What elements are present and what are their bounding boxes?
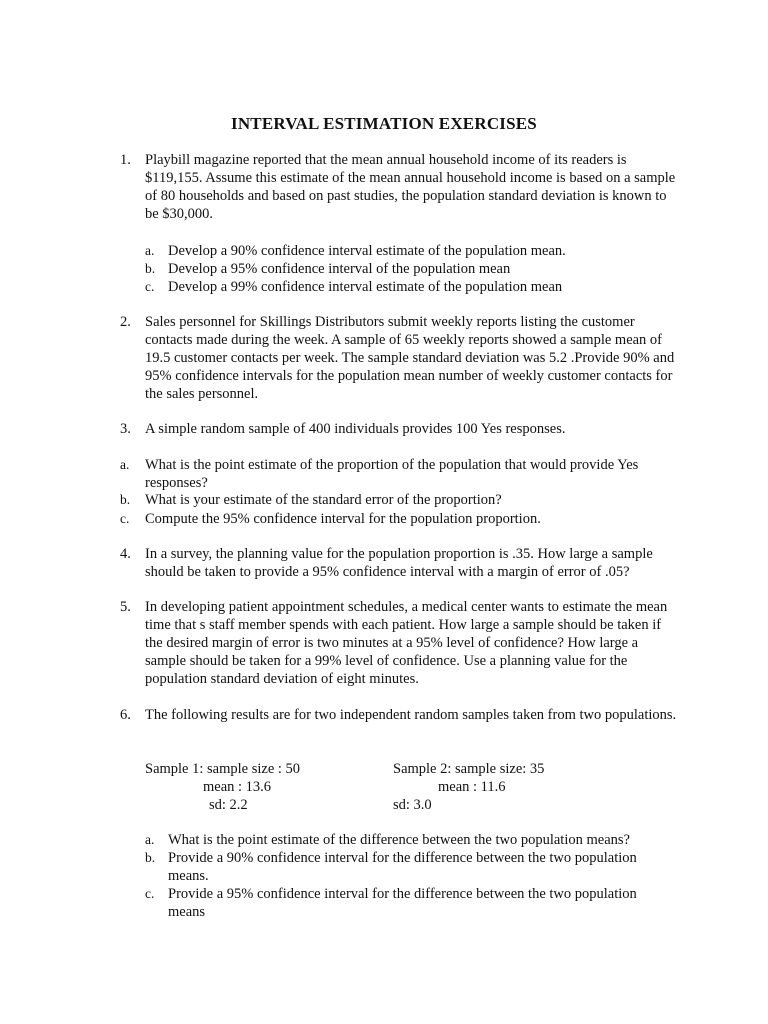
question-2 bbox=[120, 313, 680, 403]
question-text: Playbill magazine reported that the mean annual household income of its readers is $119,155. Assume this estimate of the mean annual household income is based on a sample of 80 households and based on past studies, the population standard deviation is known to be $30,000. bbox=[145, 152, 676, 222]
question-3-part-c bbox=[120, 510, 680, 528]
question-3 bbox=[120, 420, 680, 438]
part-text: Compute the 95% confidence interval for the population proportion. bbox=[145, 511, 541, 527]
question-number: 3. bbox=[120, 421, 131, 437]
part-letter: a. bbox=[145, 243, 155, 258]
question-1-part-a bbox=[145, 242, 685, 260]
part-letter: c. bbox=[145, 279, 155, 294]
part-letter: a. bbox=[120, 457, 130, 472]
part-text: Develop a 90% confidence interval estimate of the population mean. bbox=[168, 243, 566, 259]
question-6-part-b bbox=[145, 849, 665, 885]
part-letter: a. bbox=[145, 832, 155, 847]
part-letter: b. bbox=[145, 261, 156, 276]
part-text: Provide a 90% confidence interval for the difference between the two population means. bbox=[168, 850, 637, 884]
part-text: What is the point estimate of the proportion of the population that would provide Yes responses? bbox=[145, 457, 639, 491]
sample-2-size: Sample 2: sample size: 35 bbox=[393, 761, 545, 777]
part-text: Develop a 99% confidence interval estimate of the population mean bbox=[168, 279, 563, 295]
part-text: What is your estimate of the standard error of the proportion? bbox=[145, 492, 502, 508]
question-number: 2. bbox=[120, 314, 131, 330]
part-text: Develop a 95% confidence interval of the population mean bbox=[168, 261, 511, 277]
question-1-part-c bbox=[145, 278, 685, 296]
question-number: 1. bbox=[120, 152, 131, 168]
question-1-part-b bbox=[145, 260, 685, 278]
page-title: INTERVAL ESTIMATION EXERCISES bbox=[231, 114, 537, 133]
question-1 bbox=[120, 151, 680, 223]
part-letter: b. bbox=[145, 850, 156, 865]
sample-2-mean: mean : 11.6 bbox=[438, 779, 506, 795]
question-6-part-c bbox=[145, 885, 665, 921]
question-text: The following results are for two independent random samples taken from two populations. bbox=[145, 707, 677, 723]
question-text: A simple random sample of 400 individuals provides 100 Yes responses. bbox=[145, 421, 566, 437]
sample-1-size: Sample 1: sample size : 50 bbox=[145, 761, 301, 777]
question-number: 6. bbox=[120, 707, 131, 723]
question-4 bbox=[120, 545, 680, 581]
sample-1-sd: sd: 2.2 bbox=[209, 797, 248, 813]
question-6-part-a bbox=[145, 831, 685, 849]
part-text: What is the point estimate of the difference between the two population means? bbox=[168, 832, 630, 848]
question-number: 4. bbox=[120, 546, 131, 562]
question-text: In developing patient appointment schedules, a medical center wants to estimate the mean time that s staff member spends with each patient. How large a sample should be taken if the desired margin of error is two minutes at a 95% level of confidence? How large a sample should be taken for a 99% level of confidence. Use a planning value for the population standard deviation of eight minutes. bbox=[145, 599, 668, 687]
sample-1-mean: mean : 13.6 bbox=[203, 779, 272, 795]
question-6 bbox=[120, 706, 680, 724]
question-3-part-a bbox=[120, 456, 680, 492]
question-text: In a survey, the planning value for the population proportion is .35. How large a sample should be taken to provide a 95% confidence interval with a margin of error of .05? bbox=[145, 546, 653, 580]
part-letter: b. bbox=[120, 492, 131, 507]
question-3-part-b bbox=[120, 491, 680, 509]
question-text: Sales personnel for Skillings Distributors submit weekly reports listing the customer contacts made during the week. A sample of 65 weekly reports showed a sample mean of 19.5 customer contacts per week. The sample standard deviation was 5.2 .Provide 90% and 95% confidence intervals for the population mean number of weekly customer contacts for the sales personnel. bbox=[145, 314, 675, 402]
part-letter: c. bbox=[120, 511, 130, 526]
part-text: Provide a 95% confidence interval for the difference between the two population means bbox=[168, 886, 637, 920]
part-letter: c. bbox=[145, 886, 155, 901]
question-number: 5. bbox=[120, 599, 131, 615]
sample-2-sd: sd: 3.0 bbox=[393, 797, 432, 813]
question-5 bbox=[120, 598, 680, 688]
